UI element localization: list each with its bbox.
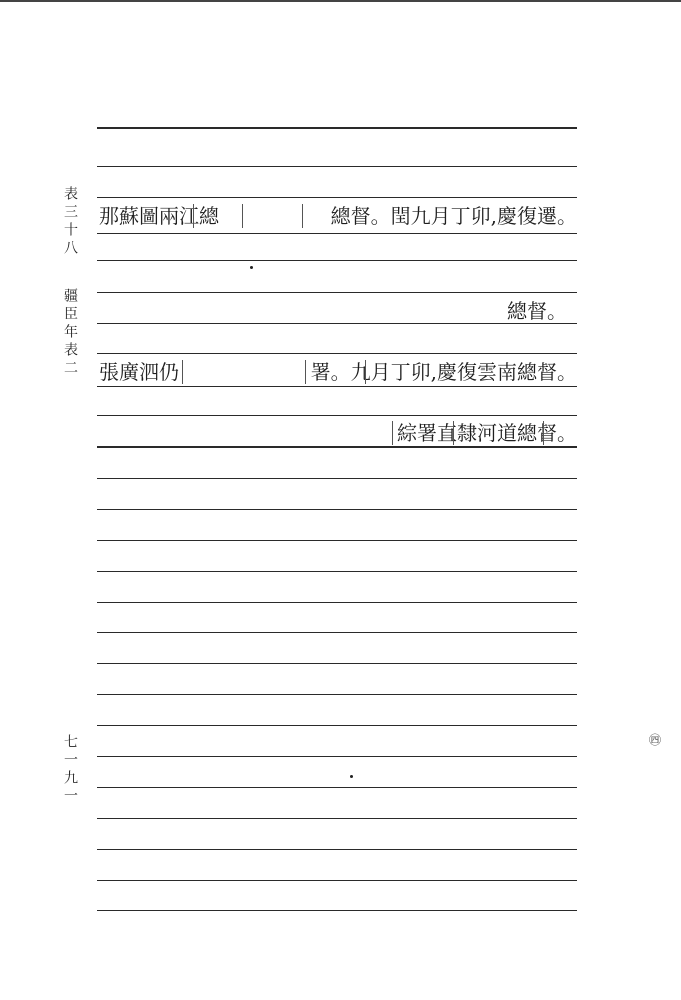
- row-rule: [97, 602, 577, 603]
- column-divider: [543, 421, 544, 445]
- table-row: [97, 201, 577, 231]
- row-text-right: 綜署直隸河道總督。: [397, 421, 577, 445]
- row-rule: [97, 166, 577, 167]
- row-rule: [97, 571, 577, 572]
- row-text-left: [99, 296, 299, 326]
- ink-speck: [250, 266, 253, 269]
- column-divider: [302, 204, 303, 228]
- row-rule: [97, 540, 577, 541]
- table-label: 表三十八: [62, 186, 78, 258]
- column-divider: [453, 421, 454, 445]
- row-rule: [97, 632, 577, 633]
- ink-speck: [350, 775, 353, 778]
- row-rule: [97, 818, 577, 819]
- row-text-right: 署。九月丁卯,慶復雲南總督。: [310, 360, 577, 384]
- column-divider: [305, 360, 306, 384]
- page-number: 七一九一: [62, 734, 78, 806]
- row-rule: [97, 725, 577, 726]
- row-rule: [97, 910, 577, 911]
- row-rule: [97, 756, 577, 757]
- row-rule: [97, 849, 577, 850]
- row-rule: [97, 127, 577, 129]
- column-divider: [392, 421, 393, 445]
- row-rule: [97, 415, 577, 416]
- margin-mark: ㊃: [649, 733, 662, 747]
- row-rule: [97, 880, 577, 881]
- row-text-left: [99, 418, 299, 448]
- row-rule: [97, 233, 577, 234]
- row-rule: [97, 292, 577, 293]
- column-divider: [182, 360, 183, 384]
- row-text-right: 總督。: [507, 299, 567, 323]
- table-row: [97, 296, 577, 326]
- table-title: 疆臣年表二: [62, 288, 78, 378]
- row-text-right: 總督。閏九月丁卯,慶復遷。: [330, 204, 577, 228]
- row-text-left: 那蘇圖兩江總: [99, 204, 219, 228]
- top-border: [0, 0, 681, 2]
- row-rule: [97, 509, 577, 510]
- row-rule: [97, 197, 577, 198]
- row-rule: [97, 787, 577, 788]
- row-rule: [97, 663, 577, 664]
- row-text-left: 張廣泗仍: [99, 360, 179, 384]
- column-divider: [365, 360, 366, 384]
- column-divider: [242, 204, 243, 228]
- row-rule: [97, 260, 577, 261]
- row-rule: [97, 478, 577, 479]
- row-rule: [97, 353, 577, 354]
- row-rule: [97, 694, 577, 695]
- column-divider: [193, 204, 194, 228]
- table-row: [97, 418, 577, 448]
- table-row: [97, 357, 577, 387]
